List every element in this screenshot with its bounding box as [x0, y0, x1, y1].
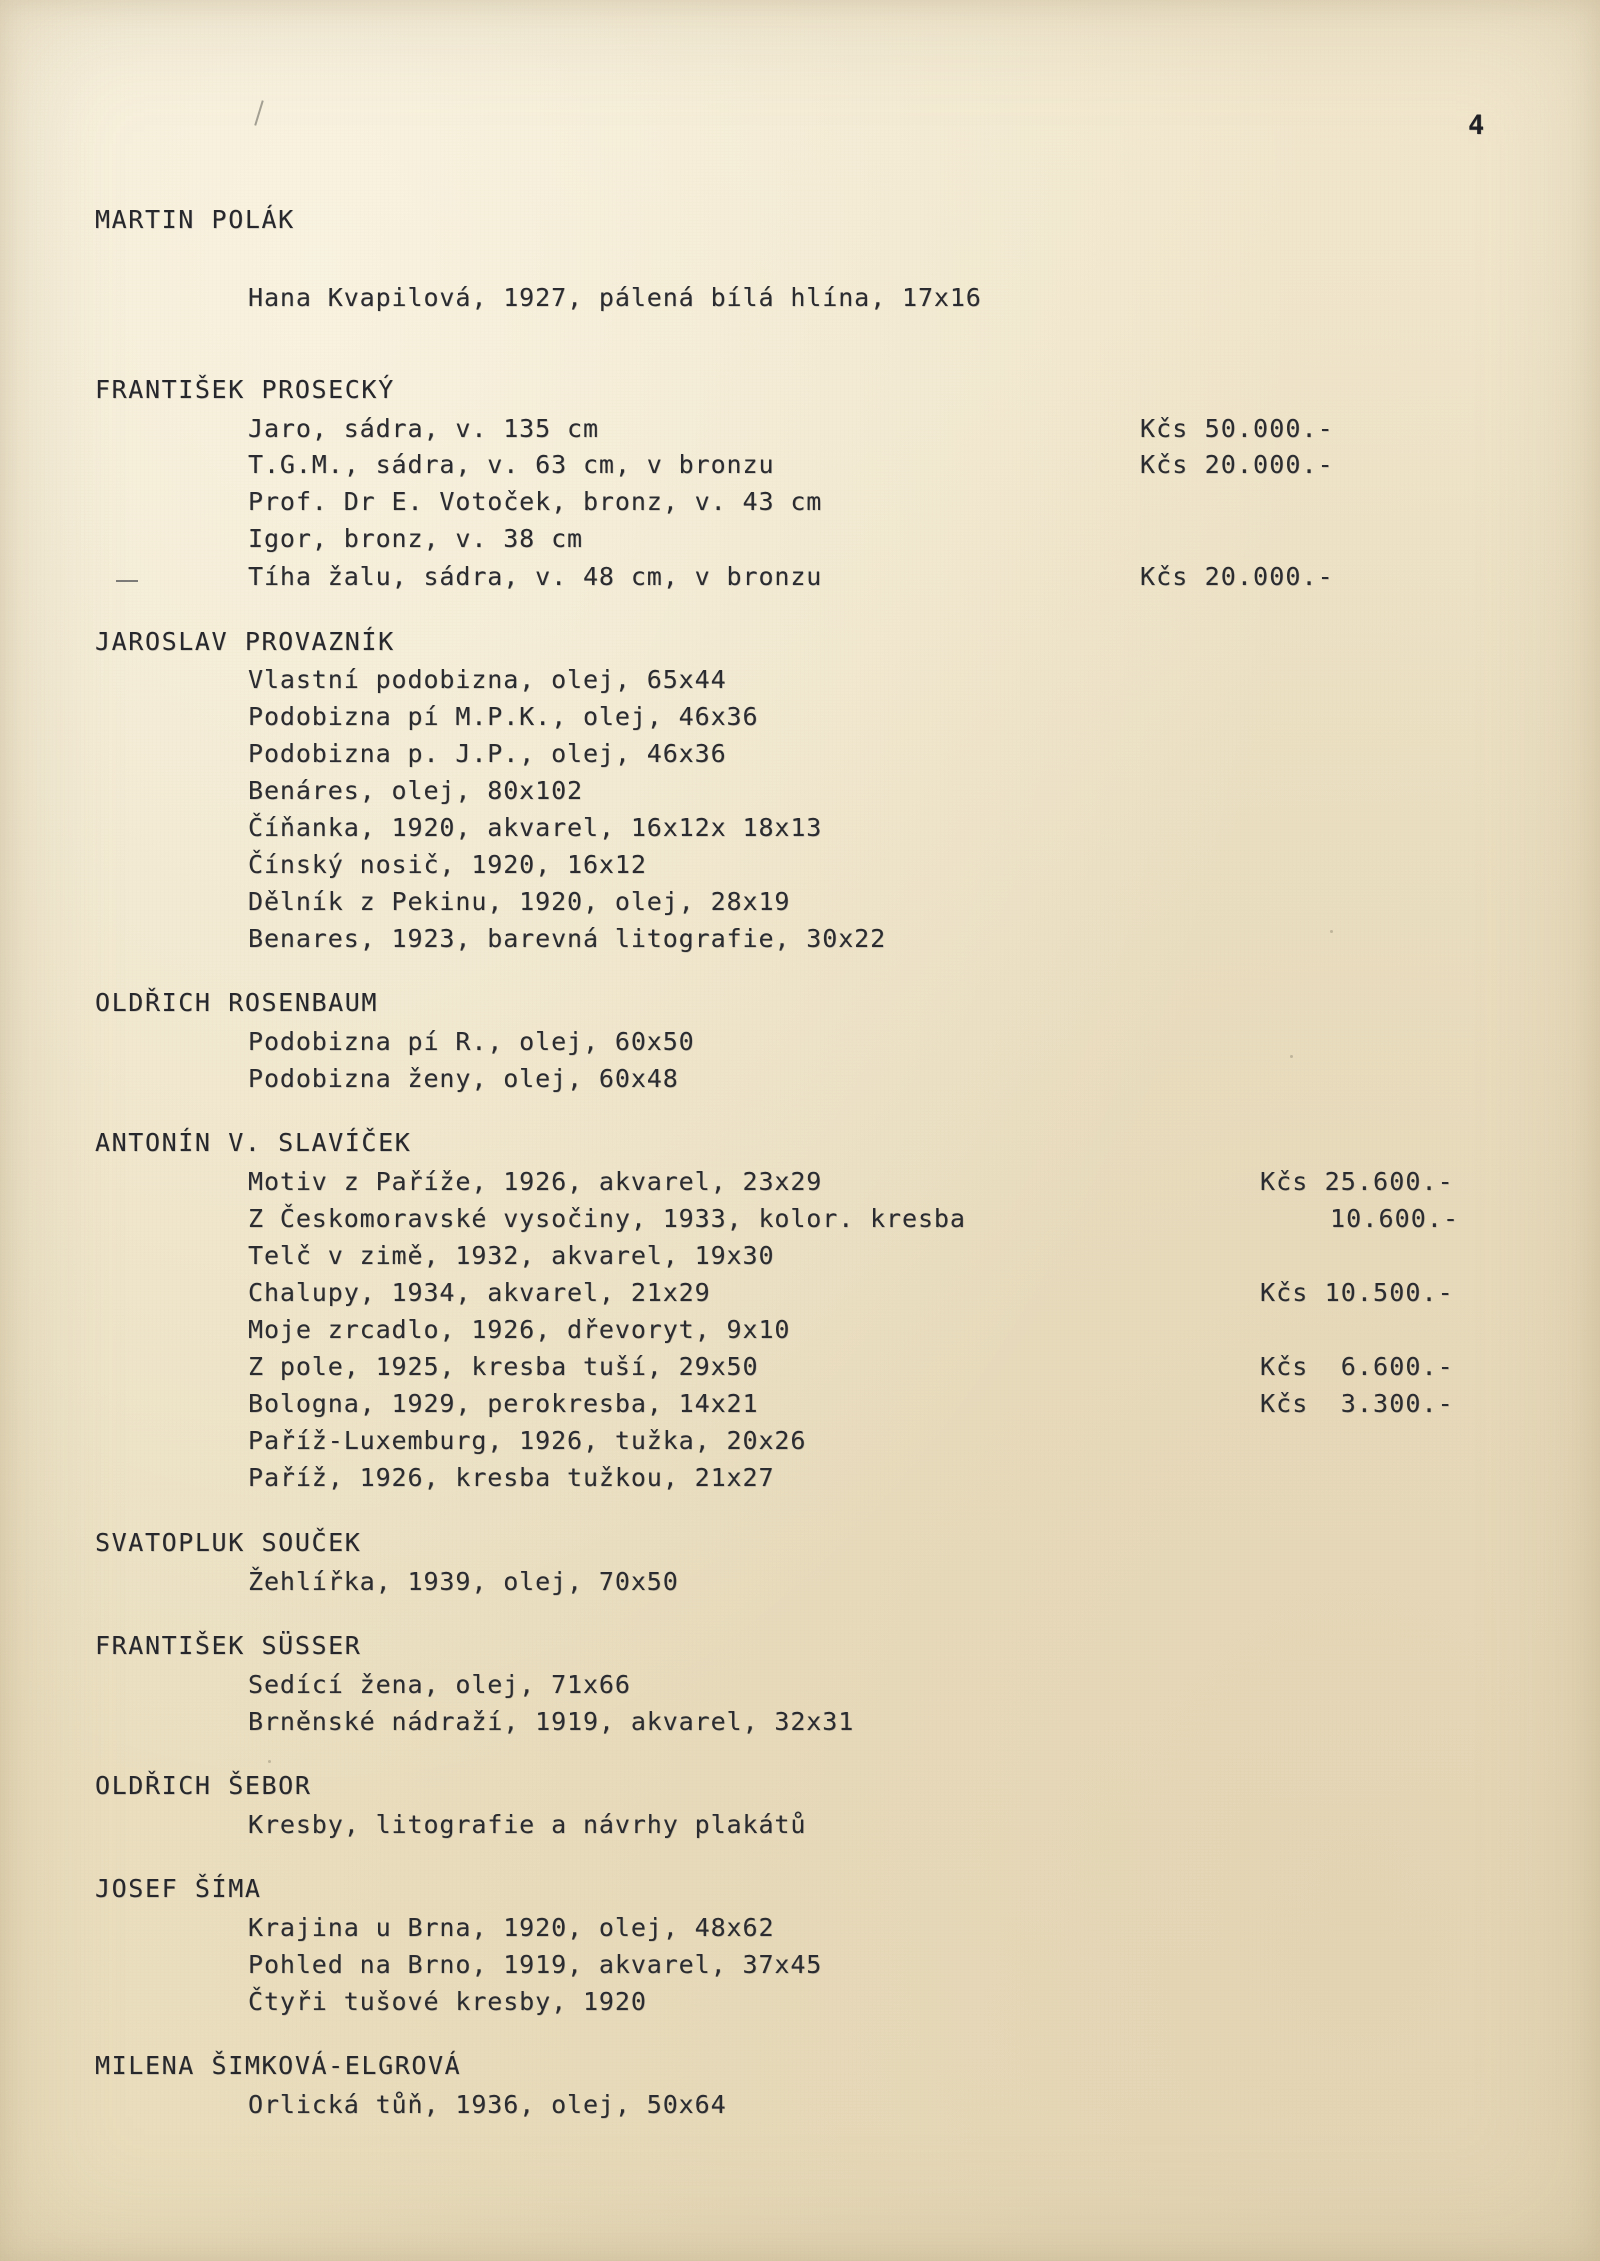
work-entry: Paříž, 1926, kresba tužkou, 21x27	[248, 1463, 775, 1492]
work-entry: Bologna, 1929, perokresba, 14x21	[248, 1389, 759, 1418]
work-entry: Telč v zimě, 1932, akvarel, 19x30	[248, 1241, 775, 1270]
work-entry: Z pole, 1925, kresba tuší, 29x50	[248, 1352, 759, 1381]
work-entry: Z Českomoravské vysočiny, 1933, kolor. kresba	[248, 1204, 966, 1233]
work-entry: Podobizna pí M.P.K., olej, 46x36	[248, 702, 759, 731]
work-entry: Podobizna ženy, olej, 60x48	[248, 1064, 679, 1093]
work-entry: Vlastní podobizna, olej, 65x44	[248, 665, 727, 694]
work-entry: Prof. Dr E. Votoček, bronz, v. 43 cm	[248, 487, 823, 516]
work-price: Kčs 10.500.-	[1260, 1278, 1454, 1307]
paper-speck	[268, 1760, 271, 1763]
work-entry: Čtyři tušové kresby, 1920	[248, 1987, 647, 2016]
work-entry: Krajina u Brna, 1920, olej, 48x62	[248, 1913, 775, 1942]
work-entry: Motiv z Paříže, 1926, akvarel, 23x29	[248, 1167, 823, 1196]
artist-name: FRANTIŠEK PROSECKÝ	[95, 375, 395, 404]
artist-name: MARTIN POLÁK	[95, 205, 295, 234]
artist-name: OLDŘICH ROSENBAUM	[95, 988, 379, 1017]
work-price: Kčs 20.000.-	[1140, 562, 1334, 591]
artist-name: JOSEF ŠÍMA	[95, 1874, 262, 1903]
work-price: 10.600.-	[1330, 1204, 1460, 1233]
work-entry: Moje zrcadlo, 1926, dřevoryt, 9x10	[248, 1315, 791, 1344]
paper-speck	[1330, 930, 1333, 933]
work-entry: Podobizna pí R., olej, 60x50	[248, 1027, 695, 1056]
work-entry: Benares, 1923, barevná litografie, 30x22	[248, 924, 887, 953]
work-entry: Chalupy, 1934, akvarel, 21x29	[248, 1278, 711, 1307]
work-entry: Benáres, olej, 80x102	[248, 776, 583, 805]
work-price: Kčs 20.000.-	[1140, 450, 1334, 479]
work-price: Kčs 50.000.-	[1140, 414, 1334, 443]
work-entry: Tíha žalu, sádra, v. 48 cm, v bronzu	[248, 562, 823, 591]
artist-name: JAROSLAV PROVAZNÍK	[95, 627, 395, 656]
work-entry: Dělník z Pekinu, 1920, olej, 28x19	[248, 887, 791, 916]
work-entry: Čínský nosič, 1920, 16x12	[248, 850, 647, 879]
work-price: Kčs 3.300.-	[1260, 1389, 1454, 1418]
work-entry: Jaro, sádra, v. 135 cm	[248, 414, 599, 443]
artist-name: SVATOPLUK SOUČEK	[95, 1528, 362, 1557]
pen-mark	[254, 100, 264, 125]
work-entry: Pohled na Brno, 1919, akvarel, 37x45	[248, 1950, 823, 1979]
artist-name: ANTONÍN V. SLAVÍČEK	[95, 1128, 412, 1157]
artist-name: OLDŘICH ŠEBOR	[95, 1771, 312, 1800]
work-entry: Žehlířka, 1939, olej, 70x50	[248, 1567, 679, 1596]
work-entry: Hana Kvapilová, 1927, pálená bílá hlína, 17x16	[248, 283, 982, 312]
artist-name: FRANTIŠEK SÜSSER	[95, 1631, 362, 1660]
paper-speck	[1290, 1055, 1293, 1058]
page-number: 4	[1468, 110, 1485, 141]
work-entry: Orlická tůň, 1936, olej, 50x64	[248, 2090, 727, 2119]
work-entry: Podobizna p. J.P., olej, 46x36	[248, 739, 727, 768]
artist-name: MILENA ŠIMKOVÁ-ELGROVÁ	[95, 2051, 462, 2080]
work-entry: Brněnské nádraží, 1919, akvarel, 32x31	[248, 1707, 855, 1736]
work-price: Kčs 25.600.-	[1260, 1167, 1454, 1196]
work-price: Kčs 6.600.-	[1260, 1352, 1454, 1381]
work-entry: Číňanka, 1920, akvarel, 16x12x 18x13	[248, 813, 823, 842]
work-entry: T.G.M., sádra, v. 63 cm, v bronzu	[248, 450, 775, 479]
work-entry: Kresby, litografie a návrhy plakátů	[248, 1810, 807, 1839]
work-entry: Igor, bronz, v. 38 cm	[248, 524, 583, 553]
work-entry: Sedící žena, olej, 71x66	[248, 1670, 631, 1699]
pencil-dash-mark	[116, 580, 138, 582]
work-entry: Paříž-Luxemburg, 1926, tužka, 20x26	[248, 1426, 807, 1455]
